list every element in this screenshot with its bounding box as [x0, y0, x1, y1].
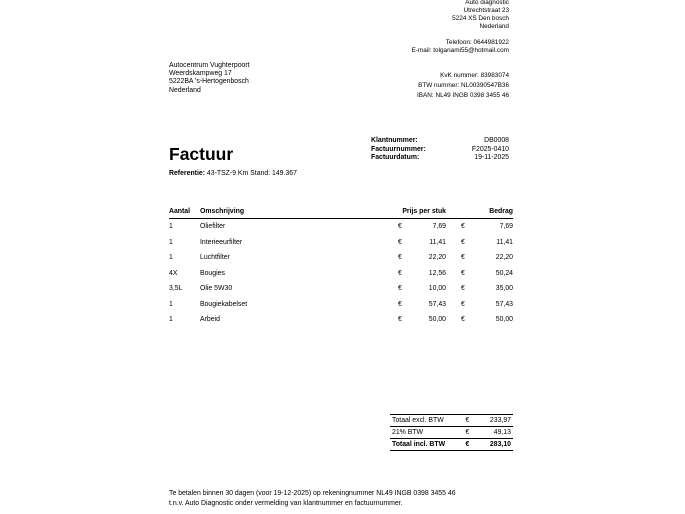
meta-label: Factuurnummer:	[371, 145, 426, 153]
row-amount-currency: €	[461, 300, 465, 308]
meta-row-invoice-number	[371, 146, 509, 155]
header-qty: Aantal	[169, 206, 200, 219]
meta-value: 19-11-2025	[474, 154, 509, 162]
table-row	[169, 250, 513, 266]
payment-note	[169, 489, 456, 508]
row-price-currency: €	[398, 300, 402, 308]
totals-table	[390, 414, 513, 451]
row-unit-price: 12,56	[428, 269, 446, 277]
sender-city: 5224 XS Den bosch	[452, 15, 509, 23]
row-amount: 7,69	[499, 223, 513, 231]
totals-label: 21% BTW	[390, 427, 464, 439]
header-description: Omschrijving	[200, 206, 398, 219]
row-description: Bougies	[200, 269, 225, 277]
row-amount: 50,24	[495, 269, 513, 277]
meta-value: DB0008	[484, 137, 509, 144]
totals-currency: €	[464, 427, 480, 439]
row-unit-price: 7,69	[432, 223, 446, 231]
table-header-row	[169, 206, 513, 219]
sender-address	[452, 0, 509, 31]
sender-phone: Telefoon: 0644981922	[445, 39, 509, 46]
totals-value: 49,13	[480, 427, 513, 439]
recipient-street: Weerdskampweg 17	[169, 70, 232, 78]
table-row	[169, 312, 513, 328]
totals-row-subtotal	[390, 415, 513, 427]
row-qty: 1	[169, 223, 173, 231]
row-amount: 11,41	[496, 238, 513, 246]
row-description: Olie 5W30	[200, 285, 233, 293]
meta-label: Klantnummer:	[371, 137, 418, 144]
meta-row-customer-number	[371, 137, 509, 146]
row-unit-price: 50,00	[428, 316, 446, 324]
row-price-currency: €	[398, 285, 402, 293]
table-row	[169, 281, 513, 297]
recipient-country: Nederland	[169, 86, 201, 94]
row-amount-currency: €	[461, 254, 465, 262]
row-amount: 57,43	[495, 300, 513, 308]
totals-value: 233,97	[480, 415, 513, 427]
totals-value: 283,10	[480, 439, 513, 451]
row-description: Bougiekabelset	[200, 300, 248, 308]
sender-country: Nederland	[479, 23, 509, 31]
sender-contact	[412, 39, 509, 55]
row-price-currency: €	[398, 254, 402, 262]
header-amount: Bedrag	[461, 206, 513, 219]
sender-street: Utrechtstraat 23	[463, 7, 509, 15]
row-amount: 50,00	[495, 316, 513, 324]
sender-email: E-mail: tolganami55@hotmail.com	[411, 47, 509, 55]
row-description: Interieeurfilter	[200, 238, 243, 246]
row-qty: 4X	[169, 269, 178, 277]
totals-label: Totaal incl. BTW	[390, 439, 464, 451]
sender-name: Auto diagnostic	[465, 0, 509, 6]
row-qty: 1	[169, 300, 173, 308]
payment-note-line2: t.n.v. Auto Diagnostic onder vermelding van klantnummer en factuurnummer.	[169, 499, 403, 507]
kvk-number: KvK nummer: 83983074	[440, 72, 509, 79]
totals-row-vat	[390, 427, 513, 439]
totals-row-grand-total	[390, 439, 513, 451]
totals-currency: €	[464, 439, 480, 451]
row-price-currency: €	[398, 238, 402, 246]
meta-value: F2025-0410	[471, 145, 509, 153]
company-identifiers	[417, 71, 509, 100]
payment-note-line1: Te betalen binnen 30 dagen (voor 19-12-2025) op rekeningnummer NL49 INGB 0398 3455 46	[169, 490, 456, 497]
recipient-city: 5222BA 's-Hertogenbosch	[169, 78, 249, 86]
row-amount-currency: €	[461, 285, 465, 293]
row-unit-price: 10,00	[428, 285, 446, 293]
meta-row-invoice-date	[371, 154, 509, 163]
row-amount-currency: €	[461, 316, 465, 324]
row-price-currency: €	[398, 223, 402, 231]
row-unit-price: 11,41	[429, 238, 446, 246]
table-row	[169, 266, 513, 282]
invoice-meta	[371, 137, 509, 163]
row-description: Luchtfilter	[200, 254, 230, 262]
reference-line	[169, 170, 297, 177]
row-qty: 1	[169, 238, 173, 246]
row-description: Oliefilter	[200, 223, 226, 231]
row-price-currency: €	[398, 269, 402, 277]
row-description: Arbeid	[200, 316, 220, 324]
row-amount-currency: €	[461, 238, 465, 246]
row-amount-currency: €	[461, 269, 465, 277]
table-row	[169, 297, 513, 313]
row-price-currency: €	[398, 316, 402, 324]
recipient-address	[169, 62, 250, 95]
reference-value: 43-TSZ-9 Km Stand: 149.367	[206, 170, 297, 177]
reference-label: Referentie:	[169, 170, 205, 177]
row-qty: 1	[169, 316, 173, 324]
row-qty: 1	[169, 254, 173, 262]
recipient-name: Autocentrum Vughterpoort	[169, 62, 250, 69]
row-unit-price: 22,20	[428, 254, 446, 262]
iban-number: IBAN: NL49 INGB 0398 3455 46	[416, 91, 509, 99]
row-amount-currency: €	[461, 223, 465, 231]
row-amount: 22,20	[495, 254, 513, 262]
row-unit-price: 57,43	[428, 300, 446, 308]
totals-label: Totaal excl. BTW	[390, 415, 464, 427]
btw-number: BTW nummer: NL00390547B36	[418, 81, 509, 89]
meta-label: Factuurdatum:	[371, 154, 420, 162]
invoice-title: Factuur	[169, 144, 234, 164]
totals-currency: €	[464, 415, 480, 427]
line-items-table	[169, 206, 513, 328]
row-amount: 35,00	[495, 285, 513, 293]
table-row	[169, 235, 513, 251]
table-row	[169, 219, 513, 235]
row-qty: 3,5L	[169, 285, 183, 293]
header-unit-price: Prijs per stuk	[398, 206, 461, 219]
